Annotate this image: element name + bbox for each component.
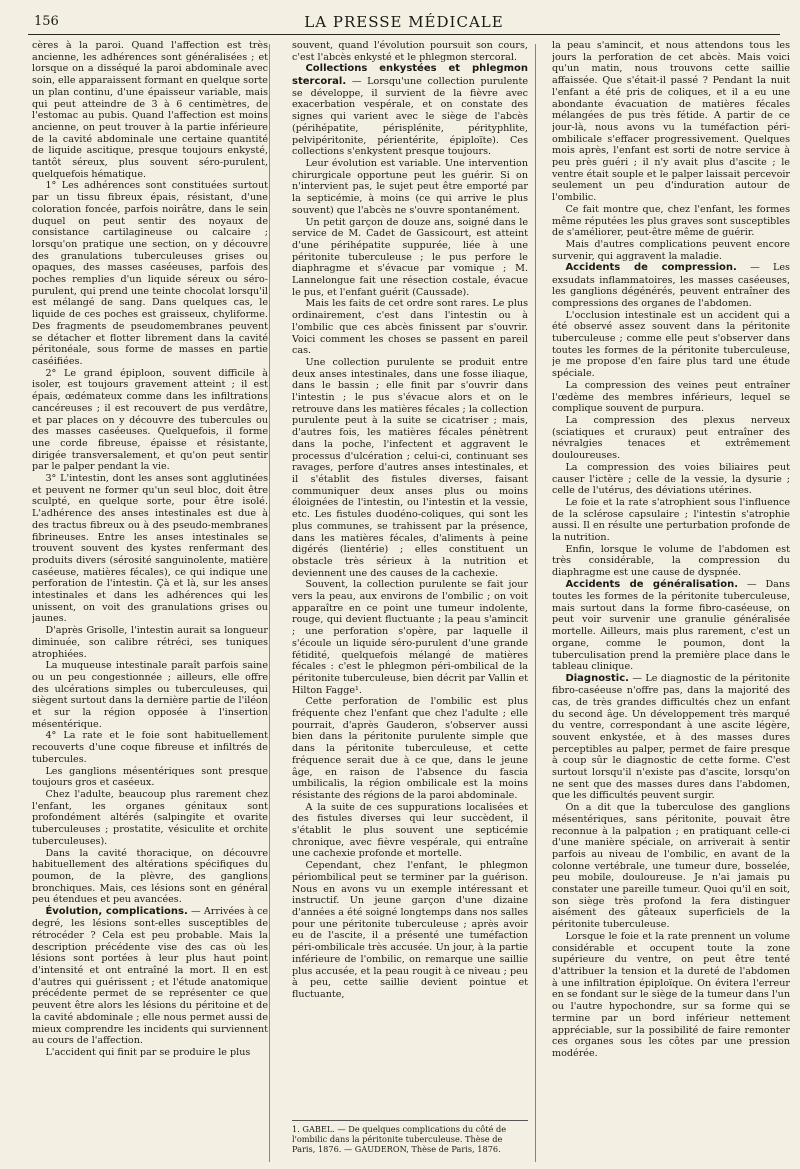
paragraph: la peau s'amincit, et nous attendons tous les jours la perforation de cet abcès. Mais voici qu'un matin, nous trouvons cette saillie affaissée. Que s'était-il passé ? Pendant la nuit l'enfant a été pris de coliques, et il a eu une abondante évacuation de matières fécales mélangées de pus très fétide. A partir de ce jour-là, nous avons vu la tuméfaction péri-ombilicale s'effacer progressivement. Quelques mois après, l'enfant est sorti de notre service à peu près guéri ; il n'y avait plus d'ascite ; le ventre était souple et le palper laissait percevoir seulement un peu d'induration autour de l'ombilic. <box>552 40 790 204</box>
section-paragraph-generalisation: Accidents de généralisation. — Dans toutes les formes de la péritonite tuberculeuse, mais surtout dans la forme fibro-caséeuse, on peut voir survenir une granulie généralisée mortelle. Ailleurs, mais plus rarement, c'est un organe, comme le poumon, dont la tuberculisation prend la première place dans le tableau clinique. <box>552 578 790 673</box>
paragraph: Leur évolution est variable. Une intervention chirurgicale opportune peut les guérir. Si on n'intervient pas, le sujet peut être emporté par la septicémie, à moins (ce qui arrive le plus souvent) que l'abcès ne s'ouvre spontanément. <box>292 158 528 216</box>
paragraph: Ce fait montre que, chez l'enfant, les formes même réputées les plus graves sont susceptibles de s'améliorer, peut-être même de guérir. <box>552 203 790 239</box>
paragraph: Mais d'autres complications peuvent encore survenir, qui aggravent la maladie. <box>552 238 790 262</box>
paragraph: La muqueuse intestinale paraît parfois saine ou un peu congestionnée ; ailleurs, elle offre des ulcérations simples ou tuberculeuses, qui siègent surtout dans la dernière partie de l'iléon et sur la région opposée à l'insertion mésentérique. <box>32 660 268 730</box>
paragraph: A la suite de ces suppurations localisées et des fistules diverses qui leur succèdent, il s'établit le plus souvent une septicémie chronique, avec fièvre vespérale, qui entraîne une cachexie profonde et mortelle. <box>292 801 528 860</box>
column-divider <box>269 44 270 1162</box>
section-paragraph-evolution: Évolution, complications. — Arrivées à ce degré, les lésions sont-elles susceptibles de rétrocéder ? Cela est peu probable. Mais la description précédente vise des cas où les lésions sont portées à leur plus haut point d'intensité et ont entraîné la mort. Il en est d'autres qui guérissent ; et l'étude anatomique précédente permet de se représenter ce que peuvent être alors les lésions du péritoine et de la cavité abdominale ; elle nous permet aussi de mieux comprendre les incidents qui surviennent au cours de l'affection. <box>32 906 268 1047</box>
paragraph: On a dit que la tuberculose des ganglions mésentériques, sans péritonite, pouvait être reconnue à la palpation ; en pratiquant celle-ci d'une manière spéciale, on arriverait à sentir parfois au niveau de l'ombilic, en avant de la colonne vertébrale, une tumeur dure, bosselée, peu mobile, douloureuse. Je n'ai jamais pu constater une pareille tumeur. Quoi qu'il en soit, son siège très profond la fera distinguer aisément des gâteaux superficiels de la péritonite tuberculeuse. <box>552 802 790 931</box>
paragraph: D'après Grisolle, l'intestin aurait sa longueur diminuée, son calibre rétréci, ses tuniques atrophiées. <box>32 625 268 660</box>
paragraph: 1° Les adhérences sont constituées surtout par un tissu fibreux épais, résistant, d'une coloration foncée, parfois noirâtre, dans le sein duquel on peut sentir des noyaux de consistance cartilagineuse ou calcaire ; lorsqu'on pratique une section, on y découvre des granulations tuberculeuses grises ou opaques, des masses caséeuses, parfois des poches remplies d'un liquide séreux ou séro-purulent, qui prend une teinte chocolat lorsqu'il est mélangé de sang. Dans quelques cas, le liquide de ces poches est graisseux, chyliforme. Des fragments de pseudomembranes peuvent se détacher et flotter librement dans la cavité péritonéale, sous forme de masses en partie caséifiées. <box>32 180 268 367</box>
paragraph: Souvent, la collection purulente se fait jour vers la peau, aux environs de l'ombilic ; on voit apparaître en ce point une tumeur indolente, rouge, qui devient fluctuante ; la peau s'amincit ; une perforation s'opère, par laquelle il s'écoule un liquide séro-purulent d'une grande fétidité, quelquefois mélangé de matières fécales : c'est le phlegmon péri-ombilical de la péritonite tuberculeuse, bien décrit par Vallin et Hilton Fagge¹. <box>292 579 528 696</box>
page-header <box>28 10 780 35</box>
paragraph: 2° Le grand épiploon, souvent difficile à isoler, est toujours gravement atteint ; il est épais, œdémateux comme dans les infiltrations cancéreuses ; il est recouvert de pus verdâtre, et par places on y découvre des tubercules ou des masses caséeuses. Quelquefois, il forme une corde fibreuse, épaisse et résistante, dirigée transversalement, et qu'on peut sentir par le palper pendant la vie. <box>32 367 268 473</box>
paragraph: L'accident qui finit par se produire le plus <box>45 1046 251 1058</box>
section-paragraph-collections: Collections enkystées et phlegmon stercoral. — Lorsqu'une collection purulente se développe, il survient de la fièvre avec exacerbation vespérale, et on constate des signes qui varient avec le siège de l'abcès (périhépatite, périsplénite, pérityphlite, pelvipéritonite, périentérite, épiploïte). Ces collections s'enkystent presque toujours. <box>292 63 528 158</box>
column-divider <box>535 44 536 1162</box>
paragraph: souvent, quand l'évolution poursuit son cours, c'est l'abcès enkysté et le phlegmon stercoral. <box>292 40 528 63</box>
paragraph: Chez l'adulte, beaucoup plus rarement chez l'enfant, les organes génitaux sont profondément altérés (salpingite et ovarite tuberculeuses ; prostatite, vésiculite et orchite tuberculeuses). <box>32 789 268 847</box>
paragraph: Dans la cavité thoracique, on découvre habituellement des altérations spécifiques du poumon, de la plèvre, des ganglions bronchiques. Mais, ces lésions sont en général peu étendues et peu avancées. <box>32 847 268 906</box>
paragraph: Les ganglions mésentériques sont presque toujours gros et caséeux. <box>32 765 268 789</box>
section-paragraph-compression: Accidents de compression. — Les exsudats inflammatoires, les masses caséeuses, les ganglions dégénérés, peuvent entraîner des compressions des organes de l'abdomen. <box>552 262 790 309</box>
paragraph: Le foie et la rate s'atrophient sous l'influence de la sclérose capsulaire ; l'intestin s'atrophie aussi. Il en résulte une perturbation profonde de la nutrition. <box>552 496 790 544</box>
paragraph: Mais les faits de cet ordre sont rares. Le plus ordinairement, c'est dans l'intestin ou à l'ombilic que ces abcès finissent par s'ouvrir. Voici comment les choses se passent en pareil cas. <box>292 298 528 357</box>
paragraph: Un petit garçon de douze ans, soigné dans le service de M. Cadet de Gassicourt, est atteint d'une périhépatite suppurée, liée à une péritonite tuberculeuse ; le pus perfore le diaphragme et s'évacue par vomique ; M. Lannelongue fait une résection costale, évacue le pus, et l'enfant guérit (Caussade). <box>292 216 528 298</box>
paragraph: La compression des veines peut entraîner l'œdème des membres inférieurs, lequel se complique souvent de purpura. <box>552 379 790 415</box>
running-title: LA PRESSE MÉDICALE <box>304 13 504 31</box>
paragraph: L'occlusion intestinale est un accident qui a été observé assez souvent dans la péritonite tuberculeuse ; comme elle peut s'observer dans toutes les formes de la péritonite tuberculeuse, je me propose d'en faire plus tard une étude spéciale. <box>552 309 790 380</box>
paragraph: Une collection purulente se produit entre deux anses intestinales, dans une fosse iliaque, dans le bassin ; elle finit par s'ouvrir dans l'intestin ; le pus s'évacue alors et on le retrouve dans les matières fécales ; la collection purulente peut à la suite se cicatriser ; mais, d'autres fois, les matières fécales pénètrent dans la poche, l'infectent et aggravent le processus d'ulcération ; celui-ci, continuant ses ravages, perfore d'autres anses intestinales, et il s'établit des fistules diverses, faisant communiquer deux anses plus ou moins éloignées de l'intestin, ou l'intestin et la vessie, etc. Les fistules duodéno-coliques, qui sont les plus communes, se trahissent par la présence, dans les matières fécales, d'aliments à peine digérés (lientérie) ; elles constituent un obstacle très sérieux à la nutrition et deviennent une des causes de la cachexie. <box>292 356 528 579</box>
paragraph: Enfin, lorsque le volume de l'abdomen est très considérable, la compression du diaphragme est une cause de dyspnée. <box>552 543 790 579</box>
section-paragraph-diagnostic: Diagnostic. — Le diagnostic de la péritonite fibro-caséeuse n'offre pas, dans la majorité des cas, de très grandes difficultés chez un enfant du second âge. Un développement très marqué du ventre, correspondant à une ascite légère, souvent enkystée, et à des masses dures perceptibles au palper, permet de faire presque à coup sûr le diagnostic de cette forme. C'est surtout lorsqu'il n'existe pas d'ascite, lorsqu'on ne sent que des masses dures dans l'abdomen, que les difficultés peuvent surgir. <box>552 672 790 802</box>
page-number: 156 <box>34 14 59 29</box>
paragraph: Lorsque le foie et la rate prennent un volume considérable et occupent toute la zone supérieure du ventre, on peut être tenté d'attribuer la tension et la dureté de l'abdomen à une infiltration épiploïque. On évitera l'erreur en se fondant sur le siège de la tumeur dans l'un ou l'autre hypochondre, sur sa forme qui se termine par un bord inférieur nettement appréciable, sur la possibilité de faire remonter ces organes sous les côtes par une pression modérée. <box>552 930 790 1059</box>
paragraph: La compression des voies biliaires peut causer l'ictère ; celle de la vessie, la dysurie ; celle de l'utérus, des déviations utérines. <box>552 461 790 497</box>
paragraph: Cependant, chez l'enfant, le phlegmon périombilical peut se terminer par la guérison. Nous en avons vu un exemple intéressant et instructif. Un jeune garçon d'une dizaine d'années a été soigné longtemps dans nos salles pour une péritonite tuberculeuse ; après avoir eu de l'ascite, il a présenté une tuméfaction péri-ombilicale très accusée. Un jour, à la partie inférieure de l'ombilic, on remarque une saillie plus accusée, et la peau rougit à ce niveau ; peu à peu, cette saillie devient pointue et fluctuante, <box>292 860 528 1000</box>
text-column-middle <box>292 40 528 1115</box>
paragraph: Cette perforation de l'ombilic est plus fréquente chez l'enfant que chez l'adulte ; elle pourrait, d'après Gauderon, s'observer aussi bien dans la péritonite purulente simple que dans la péritonite tuberculeuse, et cette fréquence serait due à ce que, dans le jeune âge, en raison de l'absence du fascia umbilicalis, la région ombilicale est la moins résistante des régions de la paroi abdominale. <box>292 696 528 801</box>
paragraph: 3° L'intestin, dont les anses sont agglutinées et peuvent ne former qu'un seul bloc, doit être sculpté, en quelque sorte, pour être isolé. L'adhérence des anses intestinales est due à des tractus fibreux ou à des pseudo-membranes fibrineuses. Entre les anses intestinales se trouvent souvent des kystes renfermant des produits divers (sérosité sanguinolente, matière caséeuse, matières fécales), ce qui indique une perforation de l'intestin. Çà et là, sur les anses intestinales et dans les adhérences qui les unissent, on voit des granulations grises ou jaunes. <box>32 473 268 625</box>
text-column-left <box>32 40 268 1165</box>
paragraph: cères à la paroi. Quand l'affection est très ancienne, les adhérences sont généralisées ; et lorsque on a disséqué la paroi abdominale avec soin, elle apparaissent formant en quelque sorte un plan continu, d'une épaisseur variable, mais qui peut atteindre de 3 à 6 centimètres, de l'estomac au pubis. Quand l'affection est moins ancienne, on peut trouver à la partie inférieure de la cavité abdominale une certaine quantité de liquide ascitique, presque toujours enkysté, tantôt séreux, plus souvent séro-purulent, quelquefois hématique. <box>32 40 268 180</box>
text-column-right <box>552 40 790 1165</box>
paragraph: 4° La rate et le foie sont habituellement recouverts d'une coque fibreuse et infiltrés de tubercules. <box>32 730 268 765</box>
paragraph: La compression des plexus nerveux (sciatiques et cruraux) peut entraîner des névralgies tenaces et extrêmement douloureuses. <box>552 414 790 462</box>
footnote: 1. GABEL. — De quelques complications du côté de l'ombilic dans la péritonite tuberculeuse. Thèse de Paris, 1876. — GAUDERON, Thèse de Paris, 1876. <box>292 1120 528 1155</box>
